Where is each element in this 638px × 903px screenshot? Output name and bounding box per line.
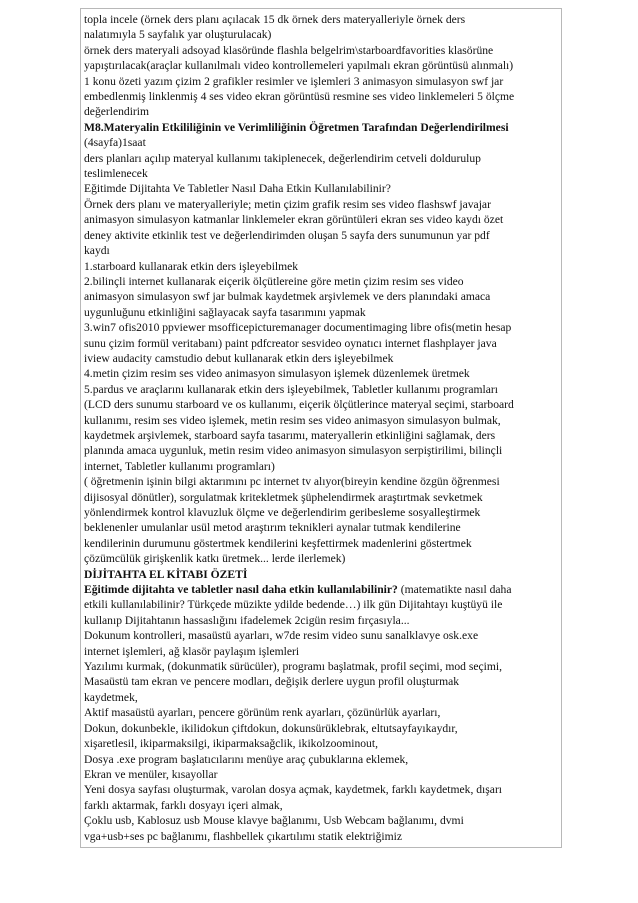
text-line: deney aktivite etkinlik test ve değerlendirimden oluşan 5 sayfa ders sunumunun yar pdf <box>84 228 490 242</box>
text-line: Yeni dosya sayfası oluşturmak, varolan dosya açmak, kaydetmek, farklı kaydetmek, dışarı <box>84 783 503 797</box>
text-line: Eğitimde Dijitahta Ve Tabletler Nasıl Daha Etkin Kullanılabilinir? <box>84 182 391 196</box>
text-line: (4sayfa)1saat <box>84 136 146 150</box>
text-line: Dosya .exe program başlatıcılarını menüye araç çubuklarına eklemek, <box>84 752 409 766</box>
text-line: xişaretlesil, ikiparmaksilgi, ikiparmaksağclik, ikikolzoominout, <box>84 737 378 751</box>
text-line: vga+usb+ses pc bağlanımı, flashbellek çıkartılımı statik elektriğimiz <box>84 829 402 843</box>
text-line: kullanıp Dijitahtanın hassaslığını ifadelemek 2cigün resim fırçasıyla... <box>84 613 410 627</box>
bold-segment: Eğitimde dijitahta ve tabletler nasıl daha etkin kullanılabilinir? <box>84 583 398 597</box>
text-line: kaydı <box>84 244 110 258</box>
text-line: (LCD ders sunumu starboard ve os kullanımı, eiçerik ölçütlerince materyal seçimi, starboard <box>84 398 514 412</box>
text-line: 1.starboard kullanarak etkin ders işleyebilmek <box>84 259 299 273</box>
text-segment: (matematikte nasıl daha <box>397 583 512 597</box>
text-line: beklenenler umulanlar usül metod araştırım teknikleri aynalar tutmak kendilerine <box>84 521 461 535</box>
text-line: ders planları açılıp materyal kullanımı takiplenecek, değerlendirim cetveli doldurulup <box>84 151 481 165</box>
text-line: 4.metin çizim resim ses video animasyon simulasyon işlemek düzenlemek üretmek <box>84 367 470 381</box>
text-line: Dokun, dokunbekle, ikilidokun çiftdokun, dokunsürüklebrak, eltutsayfayıkaydır, <box>84 721 458 735</box>
heading-line: DİJİTAHTA EL KİTABI ÖZETİ <box>84 567 248 581</box>
text-line: kaydetmek arşivlemek, starboard sayfa tasarımı, materyallerin etkinliğini sağlamak, ders <box>84 428 496 442</box>
text-line: yapıştırılacak(araçlar kullanılmalı video kontrollemeleri yapılmalı ekran görüntüsü alınmalı) <box>84 59 514 73</box>
text-line: animasyon simulasyon swf jar bulmak kaydetmek arşivlemek ve ders planındaki amaca <box>84 290 491 304</box>
text-line: topla incele (örnek ders planı açılacak 15 dk örnek ders materyalleriyle örnek ders <box>84 13 466 26</box>
text-line: farklı aktarmak, farklı dosyayı içeri almak, <box>84 798 283 812</box>
text-line: iview audacity camstudio debut kullanarak etkin ders işleyebilmek <box>84 351 394 365</box>
text-line: çözümcülük girişkenlik katkı üretmek... lerde ilerlemek) <box>84 552 346 566</box>
text-line: 3.win7 ofis2010 ppviewer msofficepicturemanager documentimaging libre ofis(metin hesap <box>84 321 512 335</box>
text-line: Aktif masaüstü ayarları, pencere görünüm renk ayarları, çözünürlük ayarları, <box>84 706 441 720</box>
text-line: 1 konu özeti yazım çizim 2 grafikler resimler ve işlemleri 3 animasyon simulasyon swf jar <box>84 74 504 88</box>
text-line: yönlendirmek kontrol klavuzluk ölçme ve değerlendirim geribesleme sosyalleştirmek <box>84 506 481 519</box>
text-line <box>84 582 559 597</box>
text-line: uygunluğunu etkinliğini sağlayacak sayfa tasarımını yapmak <box>84 305 366 319</box>
text-line: Masaüstü tam ekran ve pencere modları, değişik derlere uygun profil oluşturmak <box>84 675 460 689</box>
text-line: nalatımıyla 5 sayfalık yar oluşturulacak) <box>84 28 272 42</box>
text-line: teslimlenecek <box>84 167 148 181</box>
text-line: Yazılımı kurmak, (dokunmatik sürücüler), programı başlatmak, profil seçimi, mod seçimi, <box>84 660 503 674</box>
text-line: 2.bilinçli internet kullanarak eiçerik ölçütlereine göre metin çizim resim ses video <box>84 274 464 288</box>
text-line: değerlendirim <box>84 105 150 119</box>
document-page <box>80 8 562 848</box>
text-line: Çoklu usb, Kablosuz usb Mouse klavye bağlanımı, Usb Webcam bağlanımı, dvmi <box>84 814 464 828</box>
text-line: internet işlemleri, ağ klasör paylaşım işlemleri <box>84 644 300 658</box>
text-line: sunu çizim formül veritabanı) paint pdfcreator sesvideo oynatıcı internet flashplayer java <box>84 336 497 350</box>
text-line: örnek ders materyali adsoyad klasöründe flashla belgelrim\starboardfavorities klasörüne <box>84 43 494 57</box>
heading-line: M8.Materyalin Etkililiğinin ve Verimliliğinin Öğretmen Tarafından Değerlendirilmesi <box>84 120 509 134</box>
text-line: Ekran ve menüler, kısayollar <box>84 767 218 781</box>
text-line: kullanımı, resim ses video işlemek, metin resim ses video animasyon simulasyon bulmak, <box>84 413 501 427</box>
text-line: etkili kullanılabilinir? Türkçede müzikte ydilde bedende…) ilk gün Dijitahtayı kuştüyü ile <box>84 598 503 612</box>
text-line: Örnek ders planı ve materyalleriyle; metin çizim grafik resim ses video flashswf javajar <box>84 197 491 211</box>
text-line: animasyon simulasyon katmanlar linklemeler ekran görüntüleri ekran ses video kaydı özet <box>84 213 504 227</box>
text-line: planında amaca uygunluk, metin resim video animasyon simulasyon serpiştirilimi, bilinçli <box>84 444 503 458</box>
text-line: 5.pardus ve araçlarını kullanarak etkin ders işleyebilmek, Tabletler kullanımı programları <box>84 382 498 396</box>
text-line: kendilerinin durumunu göstertmek kendilerini keşfettirmek madenlerini göstertmek <box>84 536 472 550</box>
text-line: ( öğretmenin işinin bilgi aktarımını pc internet tv alıyor(bireyin kendine özgün öğrenmesi <box>84 475 500 489</box>
text-line: internet, Tabletler kullanımı programları) <box>84 459 275 473</box>
text-line: dijisosyal dönütler), sorgulatmak kritekletmek şüphelendirmek araştırtmak sevketmek <box>84 490 483 504</box>
text-line: Dokunum kontrolleri, masaüstü ayarları, w7de resim video sunu sanalklavye osk.exe <box>84 629 479 643</box>
text-line: embedlenmiş linklenmiş 4 ses video ekran görüntüsü resmine ses video linklemeleri 5 ölçme <box>84 90 515 104</box>
text-line: kaydetmek, <box>84 690 138 704</box>
